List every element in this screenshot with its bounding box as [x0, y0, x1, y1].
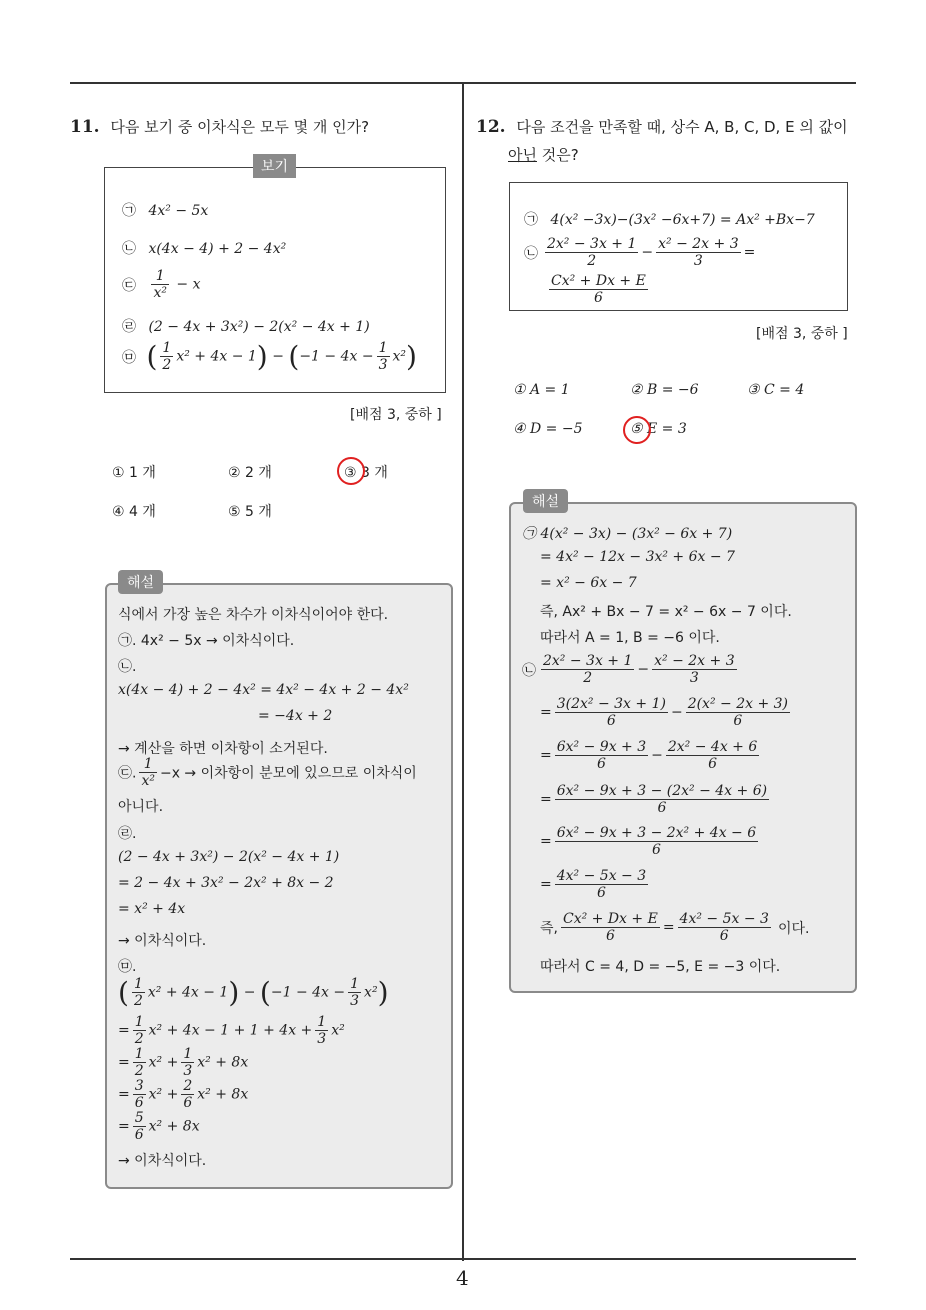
q12-expl-line: = $\frac{\text{6x² − 9x + 3 − 2x² + 4x − 6}}{6}$ [540, 825, 757, 858]
item-expr: (2 − 4x + 3x²) − 2(x² − 4x + 1) [148, 319, 370, 335]
q12-expl-line: 즉, $\frac{\text{Cx² + Dx + E}}{6}$ = $\frac{\text{4x² − 5x − 3}}{6}$ 이다. [540, 911, 810, 944]
q12-item-2: ㉡ $\frac{\text{2x² − 3x + 1}}{2}$ − $\frac{\text{x² − 2x + 3}}{3}$ = [524, 236, 756, 269]
q12-item-1: ㉠ 4(x² −3x)−(3x² −6x+7) = Ax² +Bx−7 [524, 212, 815, 228]
q12-choice-1[interactable]: ① A = 1 [513, 382, 570, 398]
q11-expl-line: 아니다. [118, 799, 164, 815]
q12-expl-line: 즉, Ax² + Bx − 7 = x² − 6x − 7 이다. [540, 604, 792, 620]
q11-expl-line: x(4x − 4) + 2 − 4x² = 4x² − 4x + 2 − 4x² [118, 682, 409, 698]
fraction: $\frac{1}{3}$ [378, 340, 388, 373]
q11-choice-3[interactable]: ③ 3 개 [344, 465, 388, 481]
q11-text: 다음 보기 중 이차식은 모두 몇 개 인가? [110, 118, 370, 136]
item-mark: ㉠ [122, 203, 136, 219]
q12-text: 다음 조건을 만족할 때, 상수 A, B, C, D, E 의 값이 [516, 118, 848, 136]
q11-expl-line: = $\frac{3}{6}$ x² + $\frac{2}{6}$ x² + 8x [118, 1078, 249, 1111]
q12-choice-2[interactable]: ② B = −6 [630, 382, 699, 398]
page-number: 4 [456, 1266, 469, 1290]
q11-expl-line: → 계산을 하면 이차항이 소거된다. [118, 741, 328, 757]
q11-expl-line: = −4x + 2 [258, 708, 333, 724]
q12-expl-line: = 4x² − 12x − 3x² + 6x − 7 [540, 549, 735, 565]
q11-expl-line: = 2 − 4x + 3x² − 2x² + 8x − 2 [118, 875, 334, 891]
q12-title [476, 114, 848, 140]
q11-expl-line: = x² + 4x [118, 901, 186, 917]
q11-expl-line: = $\frac{1}{2}$ x² + 4x − 1 + 1 + 4x + $\frac{1}{3}$ x² [118, 1014, 345, 1047]
q12-expl-line: = $\frac{\text{6x² − 9x + 3 − (2x² − 4x + 6)}}{6}$ [540, 783, 768, 816]
q12-title-line2: 아닌 것은? [508, 146, 579, 164]
q12-expl-line: = $\frac{\text{4x² − 5x − 3}}{6}$ [540, 868, 647, 901]
q12-item-2-rhs: $\frac{\text{Cx² + Dx + E}}{6}$ [551, 273, 646, 306]
fraction: $\frac{1}{2}$ [162, 340, 172, 373]
q11-item-3 [122, 268, 201, 301]
q11-choice-2[interactable]: ② 2 개 [228, 465, 272, 481]
q11-expl-line: = $\frac{5}{6}$ x² + 8x [118, 1110, 200, 1143]
q11-explanation-label: 해설 [118, 570, 163, 594]
q11-item-5: ㉤ ( $\frac{1}{2}$ x² + 4x − 1) − (−1 − 4x − $\frac{1}{3}$ x²) [122, 340, 417, 373]
item-expr: 4x² − 5x [148, 203, 209, 219]
item-mark: ㉢ [122, 277, 136, 294]
q11-choice-1[interactable]: ① 1 개 [112, 465, 156, 481]
q12-expl-line: ㉡ $\frac{\text{2x² − 3x + 1}}{2}$ − $\frac{\text{x² − 2x + 3}}{3}$ [522, 653, 735, 686]
q12-expl-line: = x² − 6x − 7 [540, 575, 637, 591]
q12-expl-line: 따라서 A = 1, B = −6 이다. [540, 630, 720, 646]
q11-expl-line: ㉤. [118, 959, 137, 975]
q11-item-2 [122, 238, 286, 258]
q12-number: 12. [476, 117, 506, 137]
bottom-rule [70, 1258, 856, 1260]
q11-answer-mark [337, 457, 365, 485]
q12-expl-line: = $\frac{\text{3(2x² − 3x + 1)}}{6}$ − $\frac{\text{2(x² − 2x + 3)}}{6}$ [540, 696, 788, 729]
q11-item-4 [122, 316, 370, 336]
q11-choice-5[interactable]: ⑤ 5 개 [228, 504, 272, 520]
q12-expl-line: 따라서 C = 4, D = −5, E = −3 이다. [540, 959, 781, 975]
item-mark: ㉡ [122, 241, 136, 257]
q12-expl-line: ㉠ 4(x² − 3x) − (3x² − 6x + 7) [522, 526, 733, 542]
item-mark: ㉤ [122, 349, 136, 366]
q11-expl-line: → 이차식이다. [118, 1153, 207, 1169]
q11-item-1 [122, 200, 208, 220]
q12-choice-4[interactable]: ④ D = −5 [513, 421, 583, 437]
item-expr: x(4x − 4) + 2 − 4x² [148, 241, 287, 257]
q11-expl-line: → 이차식이다. [118, 933, 207, 949]
fraction: $\frac{1}{\text{x²}}$ [153, 268, 167, 301]
q11-choice-4[interactable]: ④ 4 개 [112, 504, 156, 520]
q12-expl-line: = $\frac{\text{6x² − 9x + 3}}{6}$ − $\frac{\text{2x² − 4x + 6}}{6}$ [540, 739, 758, 772]
q12-choice-5[interactable]: ⑤ E = 3 [630, 421, 687, 437]
q11-expl-line: = $\frac{1}{2}$ x² + $\frac{1}{3}$ x² + 8x [118, 1046, 249, 1079]
q11-expl-line: (2 − 4x + 3x²) − 2(x² − 4x + 1) [118, 849, 340, 865]
q11-expl-line: ㉣. [118, 826, 137, 842]
q12-explanation-label: 해설 [523, 489, 568, 513]
q11-expl-line: ㉡. [118, 659, 137, 675]
q12-answer-mark [623, 416, 651, 444]
q11-number: 11. [70, 117, 100, 137]
q11-expl-line: ㉠. 4x² − 5x → 이차식이다. [118, 633, 295, 649]
q11-title [70, 114, 369, 140]
q12-choice-3[interactable]: ③ C = 4 [747, 382, 805, 398]
column-divider [462, 83, 464, 1261]
item-mark: ㉣ [122, 319, 136, 335]
q11-score: [배점 3, 중하 ] [350, 407, 442, 423]
q11-example-label: 보기 [253, 154, 296, 178]
q11-expl-line: ㉢. $\frac{1}{\text{x²}}$ −x → 이차항이 분모에 있으므로 이차식이 [118, 756, 417, 789]
item-expr: − x [176, 276, 201, 293]
q12-score: [배점 3, 중하 ] [756, 326, 848, 342]
q11-expl-line: ( $\frac{1}{2}$ x² + 4x − 1) − (−1 − 4x − $\frac{1}{3}$ x²) [118, 976, 389, 1009]
q11-expl-line: 식에서 가장 높은 차수가 이차식이어야 한다. [118, 607, 389, 623]
